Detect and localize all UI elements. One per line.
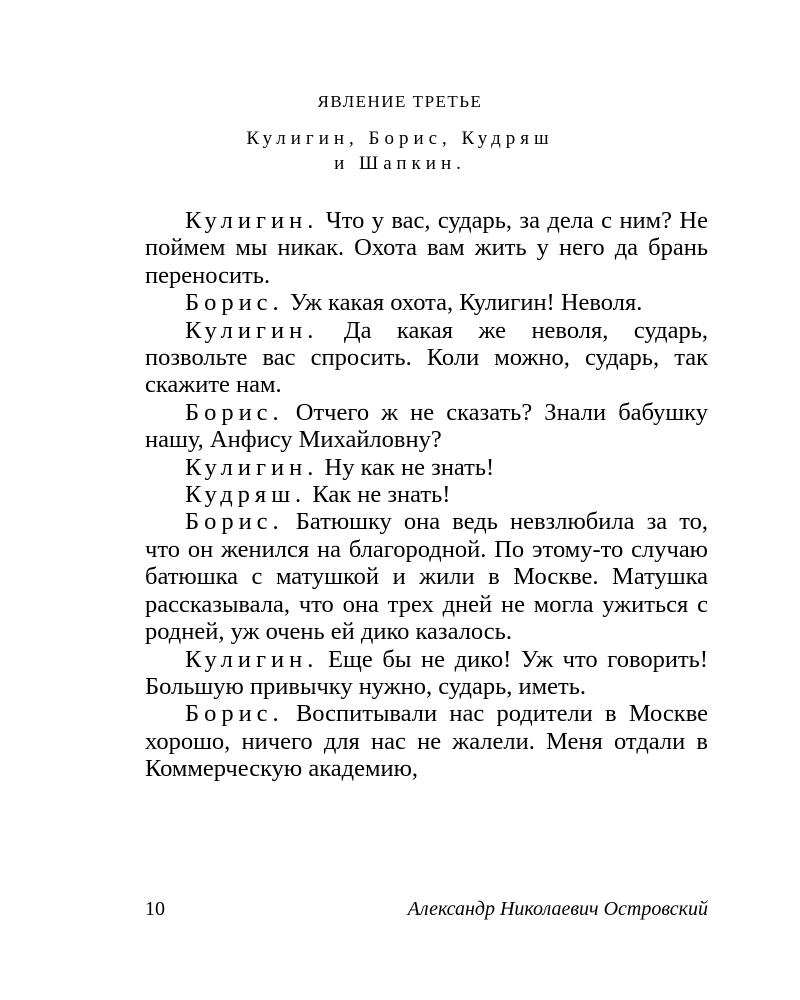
speech-text: Отчего ж не сказать? Знали бабушку нашу, Анфису Михайловну? (145, 398, 708, 454)
speech-text: Уж какая охота, Кулигин! Неволя. (283, 289, 643, 317)
dialogue-paragraph (145, 289, 708, 316)
dialogue-paragraph (145, 646, 708, 701)
dialogue-paragraph (145, 454, 708, 481)
speaker-name: Борис. (185, 700, 284, 728)
speaker-name: Борис. (185, 508, 284, 536)
speech-text: Как не знать! (306, 481, 451, 509)
dialogue-paragraph (145, 399, 708, 454)
speech-text: Воспитывали нас родители в Москве хорошо, ничего для нас не жалели. Меня отдали в Коммерческую академию, (145, 700, 708, 783)
speech-text: Еще бы не дико! Уж что говорить! Большую привычку нужно, сударь, иметь. (145, 645, 708, 700)
dialogue-text (145, 207, 708, 783)
running-footer-author: Александр Николаевич Островский (407, 898, 708, 920)
speech-text: Ну как не знать! (318, 453, 495, 481)
page-number: 10 (145, 898, 165, 920)
dialogue-paragraph (145, 207, 708, 289)
dialogue-paragraph (145, 508, 708, 645)
cast-line: Кулигин, Борис, Кудряш (246, 128, 554, 149)
speaker-name: Борис. (185, 398, 284, 426)
speech-text: Батюшку она ведь невзлюбила за то, что он женился на благородной. По этому-то случаю батюшка с матушкой и жили в Москве. Матушка рассказывала, что она трех дней не могла ужиться с родней, уж очень ей дико казалось. (145, 508, 708, 646)
speaker-name: Кулигин. (185, 207, 319, 234)
dialogue-paragraph (145, 317, 708, 399)
cast-list (0, 126, 800, 176)
dialogue-paragraph (145, 700, 708, 782)
speaker-name: Борис. (185, 289, 284, 317)
cast-line: и Шапкин. (334, 153, 466, 174)
speech-text: Что у вас, сударь, за дела с ним? Не поймем мы никак. Охота вам жить у него да брань переносить. (145, 207, 708, 289)
speaker-name: Кулигин. (185, 316, 319, 344)
speaker-name: Кудряш. (185, 481, 307, 509)
speaker-name: Кулигин. (185, 453, 319, 481)
speech-text: Да какая же неволя, сударь, позвольте вас спросить. Коли можно, сударь, так скажите нам. (145, 316, 708, 399)
scene-heading: ЯВЛЕНИЕ ТРЕТЬЕ (317, 92, 483, 111)
speaker-name: Кулигин. (185, 645, 319, 673)
dialogue-paragraph (145, 481, 708, 508)
